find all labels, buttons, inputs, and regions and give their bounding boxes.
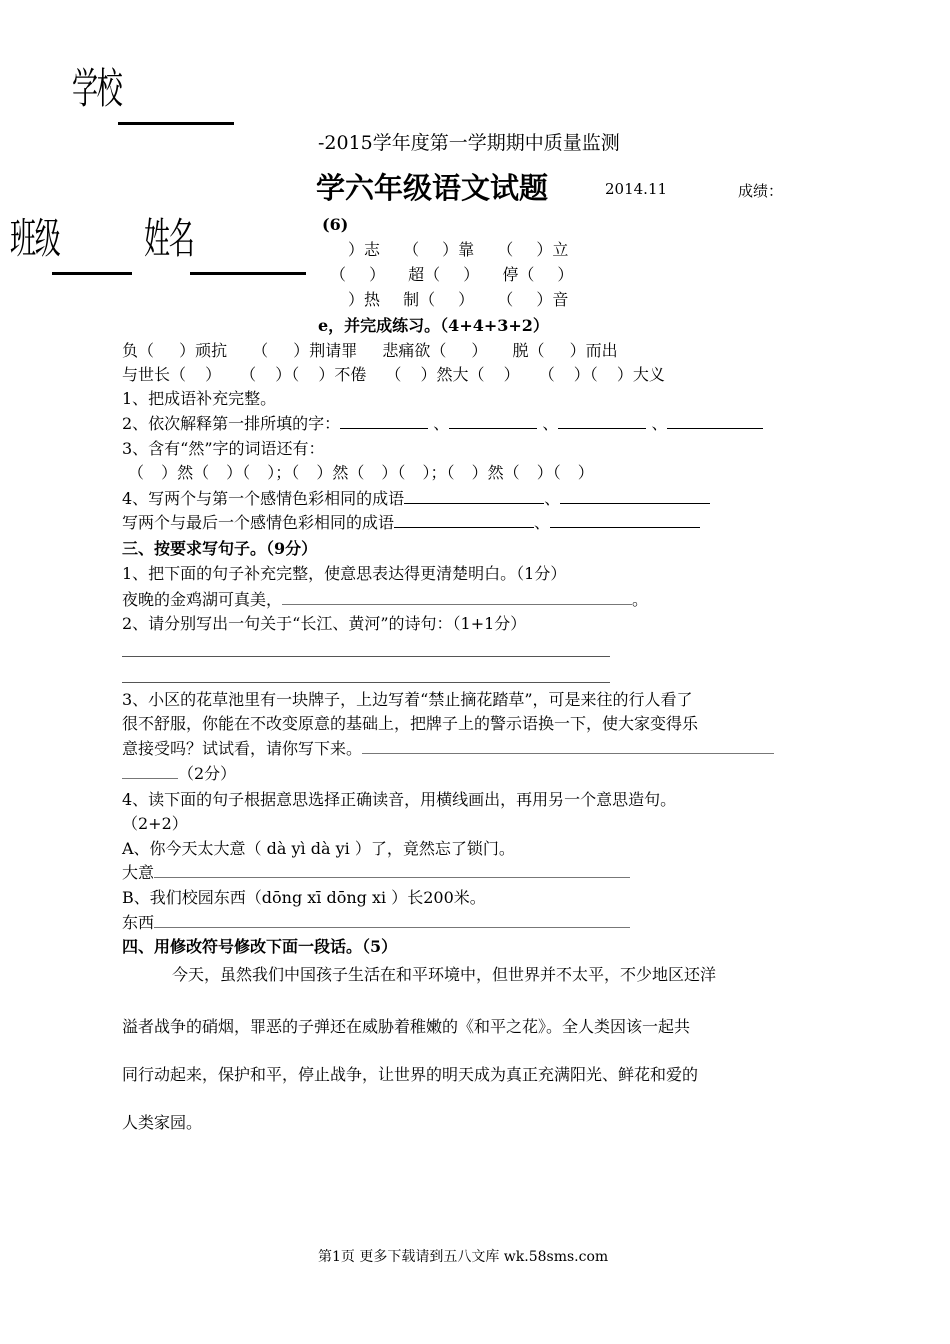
section3-q3-line2: 很不舒服，你能在不改变原意的基础上，把牌子上的警示语换一下，使大家变得乐 [122, 714, 699, 733]
answer-line[interactable] [122, 656, 610, 657]
name-label: 姓名 [144, 214, 194, 263]
section3-q4-score: （2+2） [122, 814, 188, 833]
section3-q3-line3 [122, 738, 774, 760]
answer-blank[interactable] [154, 863, 630, 878]
section2-idioms-row2: 与世长（ ） （ ）（ ）不倦 （ ）然大（ ） （ ）（ ）大义 [122, 365, 665, 384]
section3-qa-answer [122, 862, 630, 884]
section3-q3-score: （2分） [178, 764, 237, 783]
section3-qb: B、我们校园东西（dōng xī dōng xi ）长200米。 [122, 888, 486, 907]
section2-q2: 2、依次解释第一排所填的字： 、 、 、 [122, 413, 763, 435]
answer-blank[interactable] [550, 513, 700, 528]
section3-title: 三、按要求写句子。（9分） [122, 539, 318, 558]
section3-qa: A、你今天太大意（ dà yì dà yi ）了，竟然忘了锁门。 [122, 839, 515, 858]
section3-qa-word: 大意 [122, 863, 155, 882]
section3-q3-line3-text: 意接受吗？试试看，请你写下来。 [122, 739, 363, 758]
school-underline [118, 122, 234, 125]
answer-blank[interactable] [667, 414, 763, 429]
section3-q1: 1、把下面的句子补充完整，使意思表达得更清楚明白。（1分） [122, 564, 567, 583]
section4-paragraph-line4: 人类家园。 [122, 1113, 203, 1132]
section3-q2: 2、请分别写出一句关于“长江、黄河”的诗句：（1+1分） [122, 614, 527, 633]
answer-blank[interactable] [404, 489, 544, 504]
section2-q2-text: 2、依次解释第一排所填的字： [122, 414, 341, 433]
section4-paragraph-line2: 溢者战争的硝烟，罪恶的子弹还在威胁着稚嫩的《和平之花》。全人类因该一起共 [122, 1017, 691, 1036]
exam-title: 学六年级语文试题 [316, 171, 549, 205]
section2-q4b-text: 写两个与最后一个感情色彩相同的成语 [122, 513, 395, 532]
class-underline [52, 272, 132, 275]
exam-date: 2014.11 [605, 180, 668, 198]
section3-q3-line1: 3、小区的花草池里有一块牌子，上边写着“禁止摘花踏草”，可是来往的行人看了 [122, 690, 693, 709]
answer-blank[interactable] [362, 739, 774, 754]
section1-row1: ）志 （ ）靠 （ ）立 [348, 240, 569, 259]
section3-qb-word: 东西 [122, 913, 155, 932]
answer-blank[interactable] [282, 590, 632, 605]
section4-title: 四、用修改符号修改下面一段话。（5） [122, 937, 398, 956]
page-footer: 第1页 更多下载请到五八文库 wk.58sms.com [318, 1249, 609, 1265]
school-label: 学校 [72, 64, 122, 113]
name-underline [190, 272, 306, 275]
answer-blank[interactable] [560, 489, 710, 504]
section2-q4a-text: 4、写两个与第一个感情色彩相同的成语 [122, 489, 405, 508]
answer-blank[interactable] [449, 414, 537, 429]
answer-blank[interactable] [340, 414, 428, 429]
section2-q3: 3、含有“然”字的词语还有： [122, 439, 325, 458]
section3-qb-answer [122, 912, 630, 934]
section3-q4: 4、读下面的句子根据意思选择正确读音，用横线画出，再用另一个意思造句。 [122, 790, 677, 809]
year-title: -2015学年度第一学期期中质量监测 [318, 132, 620, 154]
section1-row3: ）热 制（ ） （ ）音 [348, 290, 569, 309]
answer-blank[interactable] [394, 513, 534, 528]
section2-q4b: 写两个与最后一个感情色彩相同的成语 、 [122, 512, 700, 534]
score-label: 成绩： [738, 182, 784, 200]
section2-idioms-row1: 负（ ）顽抗 （ ）荆请罪 悲痛欲（ ） 脱（ ）而出 [122, 341, 618, 360]
section4-paragraph-line1: 今天，虽然我们中国孩子生活在和平环境中，但世界并不太平，不少地区还洋 [172, 965, 717, 984]
section3-q3-score-line [122, 763, 236, 785]
answer-blank[interactable] [154, 913, 630, 928]
section1-title-fragment: (6) [322, 215, 349, 234]
answer-blank[interactable] [122, 764, 178, 779]
section2-q3-blanks: （ ）然（ ）（ ）；（ ）然（ ）（ ）；（ ）然（ ）（ ） [128, 463, 594, 482]
section4-paragraph-line3: 同行动起来，保护和平，停止战争，让世界的明天成为真正充满阳光、鲜花和爱的 [122, 1065, 699, 1084]
section2-q1: 1、把成语补充完整。 [122, 389, 277, 408]
section2-title-fragment: e，并完成练习。（4+4+3+2） [318, 316, 549, 335]
answer-blank[interactable] [558, 414, 646, 429]
section1-row2: （ ） 超（ ） 停（ ） [330, 265, 574, 284]
section2-q4a: 4、写两个与第一个感情色彩相同的成语 、 [122, 488, 710, 510]
section3-q1-prompt: 夜晚的金鸡湖可真美， 。 [122, 590, 649, 609]
answer-line[interactable] [122, 682, 610, 683]
class-label: 班级 [10, 214, 60, 263]
section3-q1-prompt-text: 夜晚的金鸡湖可真美， [122, 590, 283, 609]
